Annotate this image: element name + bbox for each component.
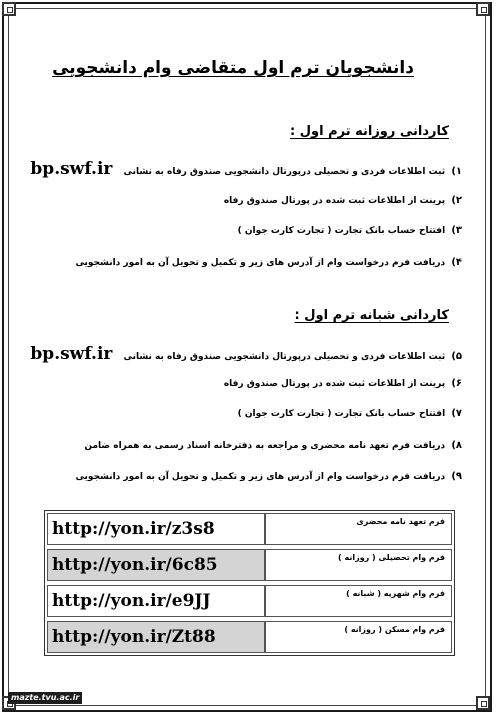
step-number: ۴) (451, 257, 462, 268)
footer-watermark[interactable]: mazte.tvu.ac.ir (8, 692, 82, 704)
form-link-url[interactable]: http://yon.ir/Zt88 (47, 621, 265, 653)
step-number: ۱) (451, 166, 462, 177)
form-link-label: فرم وام شهریه ( شبانه ) (265, 585, 452, 617)
corner-ornament-top-right (476, 2, 490, 16)
step-number: ۶) (451, 378, 462, 389)
step-text: دریافت فرم درخواست وام از آدرس های زیر و تکمیل و تحویل آن به امور دانشجویی (75, 472, 446, 482)
step-text: پرینت از اطلاعات ثبت شده در پورتال صندوق رفاه (223, 196, 446, 206)
form-link-label: فرم وام مسکن ( روزانه ) (265, 621, 452, 653)
day-section-heading: کاردانی روزانه ترم اول : (290, 124, 449, 139)
step-number: ۹) (451, 471, 462, 482)
step-number: ۵) (451, 351, 462, 362)
corner-ornament-bottom-right (476, 696, 490, 710)
step-number: ۸) (451, 440, 462, 451)
step-text: پرینت از اطلاعات ثبت شده در پورتال صندوق رفاه (223, 379, 446, 389)
step-text: ثبت اطلاعات فردی و تحصیلی درپورتال دانشجویی صندوق رفاه به نشانی (123, 352, 446, 362)
form-link-row (45, 511, 454, 547)
form-link-label: فرم تعهد نامه محضری (265, 513, 452, 545)
form-link-row (45, 619, 454, 655)
form-link-url[interactable]: http://yon.ir/6c85 (47, 549, 265, 581)
corner-ornament-top-left (2, 2, 16, 16)
step-number: ۲) (451, 195, 462, 206)
step-text: افتتاح حساب بانک تجارت ( تجارت کارت جوان ) (237, 226, 446, 236)
night-section-heading: کاردانی شبانه ترم اول : (294, 308, 449, 323)
night-step-6 (224, 375, 462, 393)
step-text: دریافت فرم تعهد نامه محضری و مراجعه به دفترخانه اسناد رسمی به همراه ضامن (84, 441, 446, 451)
form-link-row (45, 547, 454, 583)
portal-address[interactable]: bp.swf.ir (30, 344, 113, 364)
step-text: افتتاح حساب بانک تجارت ( تجارت کارت جوان ) (237, 409, 446, 419)
day-step-4 (75, 254, 462, 272)
step-number: ۳) (451, 225, 462, 236)
portal-address[interactable]: bp.swf.ir (30, 159, 113, 179)
night-step-5 (30, 345, 462, 363)
step-text: دریافت فرم درخواست وام از آدرس های زیر و تکمیل و تحویل آن به امور دانشجویی (75, 258, 446, 268)
step-number: ۷) (451, 408, 462, 419)
night-step-8 (84, 437, 462, 455)
form-link-label: فرم وام تحصیلی ( روزانه ) (265, 549, 452, 581)
form-links-table (44, 510, 455, 656)
page-title: دانشجویان ترم اول متقاضی وام دانشجویی (52, 58, 414, 78)
form-link-url[interactable]: http://yon.ir/e9JJ (47, 585, 265, 617)
day-step-1 (30, 160, 462, 178)
form-link-row (45, 583, 454, 619)
day-step-2 (224, 192, 462, 210)
step-text: ثبت اطلاعات فردی و تحصیلی درپورتال دانشجویی صندوق رفاه به نشانی (123, 167, 446, 177)
night-step-7 (238, 405, 462, 423)
day-step-3 (238, 222, 462, 240)
form-link-url[interactable]: http://yon.ir/z3s8 (47, 513, 265, 545)
night-step-9 (75, 468, 462, 486)
